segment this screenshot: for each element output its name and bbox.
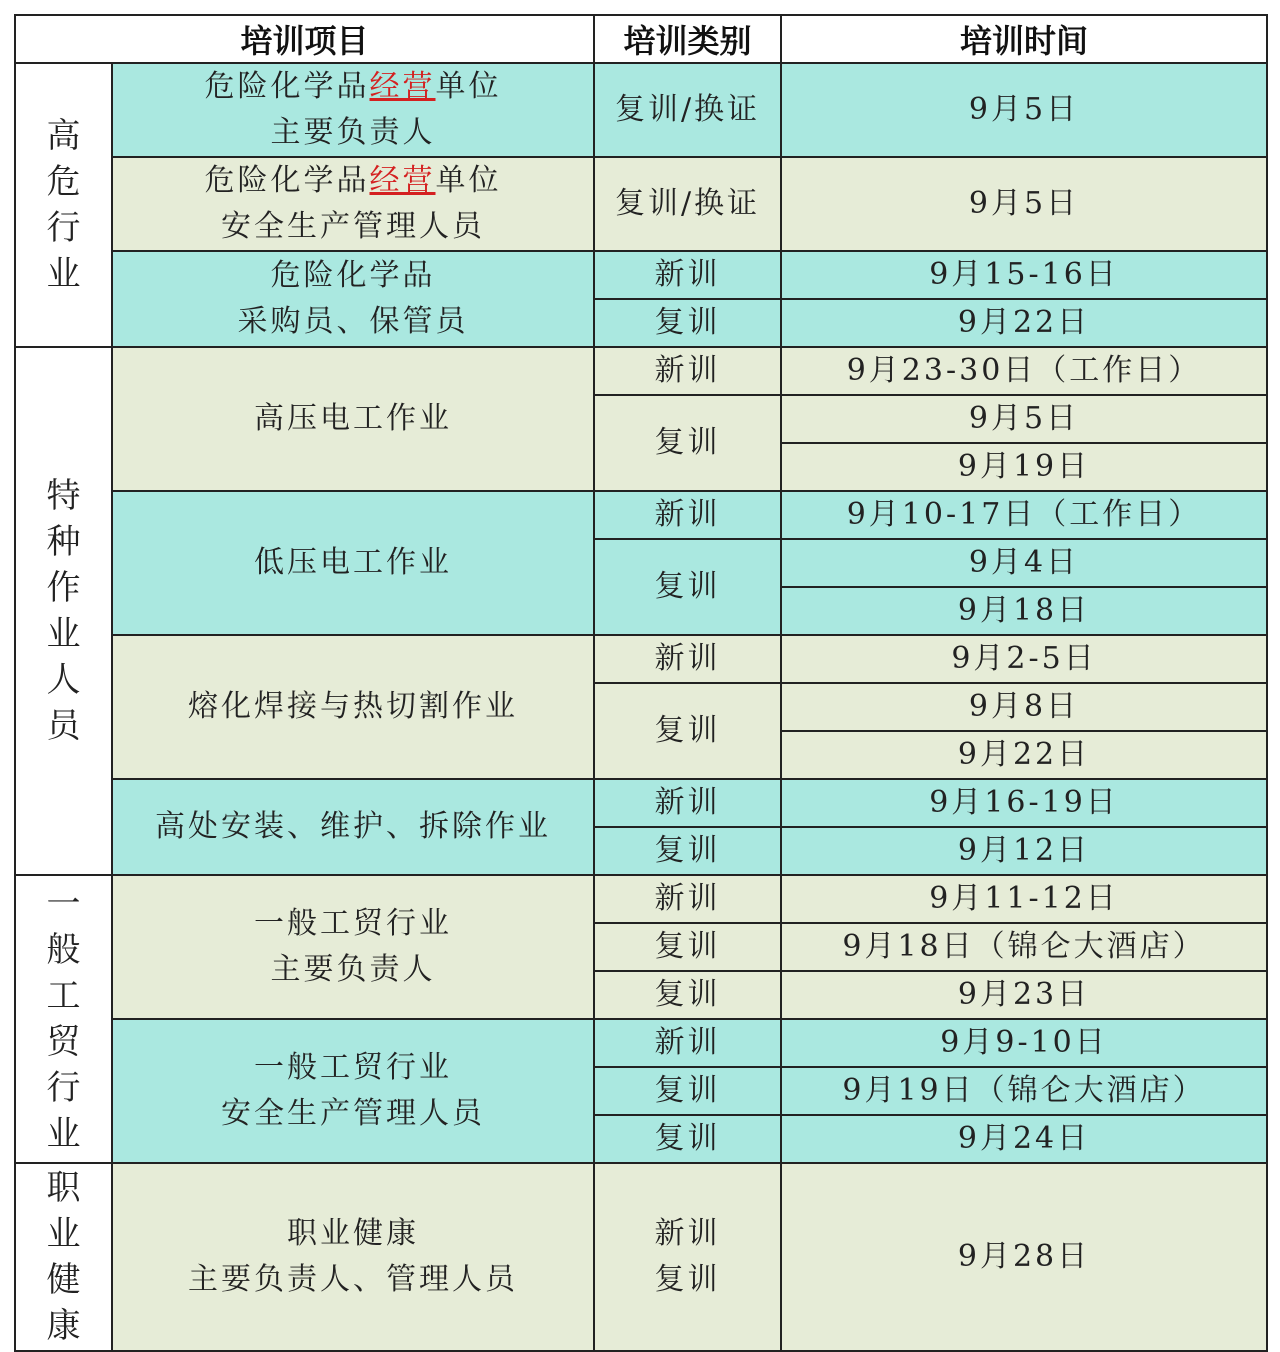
- category-health: [15, 1163, 112, 1351]
- header-row: [15, 15, 1267, 63]
- type-cell: 新训: [594, 875, 781, 923]
- table-row: [15, 157, 1267, 251]
- item-text: 单位: [435, 163, 502, 198]
- item-weld: 熔化焊接与热切割作业: [112, 635, 594, 779]
- time-cell: 9月4日: [781, 539, 1267, 587]
- category-special: [15, 347, 112, 875]
- type-cell: 复训: [594, 539, 781, 635]
- time-cell: 9月23日: [781, 971, 1267, 1019]
- table-row: [15, 63, 1267, 157]
- time-cell: 9月9-10日: [781, 1019, 1267, 1067]
- time-cell: 9月5日: [781, 395, 1267, 443]
- table-row: [15, 491, 1267, 539]
- table-row: [15, 779, 1267, 827]
- type-cell: 复训: [594, 923, 781, 971]
- type-cell: 复训: [594, 1115, 781, 1163]
- item-trade-manager: [112, 875, 594, 1019]
- item-text: 采购员、保管员: [237, 304, 469, 339]
- item-hazchem-buyer: [112, 251, 594, 347]
- time-cell: 9月16-19日: [781, 779, 1267, 827]
- type-text: 复训: [654, 1262, 721, 1297]
- type-text: 新训: [654, 1216, 721, 1251]
- time-cell: 9月5日: [781, 63, 1267, 157]
- type-cell: 新训: [594, 491, 781, 539]
- type-cell: 复训: [594, 1067, 781, 1115]
- table-row: [15, 875, 1267, 923]
- highlight-text: 经营: [369, 163, 436, 198]
- table-row: [15, 635, 1267, 683]
- category-label: 高危行业: [46, 116, 81, 294]
- item-health: [112, 1163, 594, 1351]
- category-high-risk: [15, 63, 112, 347]
- table-row: [15, 347, 1267, 395]
- type-cell: 复训: [594, 971, 781, 1019]
- type-cell: 复训: [594, 395, 781, 491]
- item-text: 一般工贸行业: [254, 906, 452, 941]
- header-time: 培训时间: [781, 15, 1267, 63]
- item-hv: 高压电工作业: [112, 347, 594, 491]
- item-text: 单位: [435, 69, 502, 104]
- item-text: 危险化学品: [204, 69, 370, 104]
- time-cell: 9月19日（锦仑大酒店）: [781, 1067, 1267, 1115]
- item-text: 主要负责人: [270, 115, 436, 150]
- time-cell: 9月5日: [781, 157, 1267, 251]
- item-text: 安全生产管理人员: [221, 1096, 485, 1131]
- type-cell: 复训: [594, 827, 781, 875]
- type-cell: 新训: [594, 1019, 781, 1067]
- time-cell: 9月24日: [781, 1115, 1267, 1163]
- time-cell: 9月28日: [781, 1163, 1267, 1351]
- time-cell: 9月2-5日: [781, 635, 1267, 683]
- type-cell: 新训: [594, 251, 781, 299]
- item-text: 危险化学品: [204, 163, 370, 198]
- item-text: 主要负责人: [270, 952, 436, 987]
- type-cell: 新训: [594, 779, 781, 827]
- type-cell: 新训: [594, 635, 781, 683]
- item-text: 危险化学品: [270, 258, 436, 293]
- training-schedule-table: [14, 14, 1268, 1352]
- item-text: 安全生产管理人员: [221, 209, 485, 244]
- item-text: 一般工贸行业: [254, 1050, 452, 1085]
- table-row: [15, 1019, 1267, 1067]
- type-cell: 复训: [594, 683, 781, 779]
- time-cell: 9月12日: [781, 827, 1267, 875]
- item-hazchem-safety: [112, 157, 594, 251]
- type-cell: [594, 1163, 781, 1351]
- category-label: 职业健康: [46, 1168, 81, 1346]
- item-hazchem-manager: [112, 63, 594, 157]
- table-row: [15, 1163, 1267, 1351]
- item-height: 高处安装、维护、拆除作业: [112, 779, 594, 875]
- item-text: 主要负责人、管理人员: [188, 1262, 518, 1297]
- category-trade: [15, 875, 112, 1163]
- time-cell: 9月18日: [781, 587, 1267, 635]
- item-trade-safety: [112, 1019, 594, 1163]
- time-cell: 9月19日: [781, 443, 1267, 491]
- header-type: 培训类别: [594, 15, 781, 63]
- item-lv: 低压电工作业: [112, 491, 594, 635]
- time-cell: 9月18日（锦仑大酒店）: [781, 923, 1267, 971]
- type-cell: 复训/换证: [594, 157, 781, 251]
- type-cell: 复训/换证: [594, 63, 781, 157]
- time-cell: 9月11-12日: [781, 875, 1267, 923]
- time-cell: 9月23-30日（工作日）: [781, 347, 1267, 395]
- type-cell: 新训: [594, 347, 781, 395]
- category-label: 一般工贸行业: [46, 884, 81, 1154]
- type-cell: 复训: [594, 299, 781, 347]
- item-text: 职业健康: [287, 1216, 419, 1251]
- time-cell: 9月8日: [781, 683, 1267, 731]
- header-item: 培训项目: [15, 15, 594, 63]
- highlight-text: 经营: [369, 69, 436, 104]
- time-cell: 9月10-17日（工作日）: [781, 491, 1267, 539]
- table-row: [15, 251, 1267, 299]
- category-label: 特种作业人员: [46, 476, 81, 746]
- time-cell: 9月22日: [781, 299, 1267, 347]
- time-cell: 9月22日: [781, 731, 1267, 779]
- time-cell: 9月15-16日: [781, 251, 1267, 299]
